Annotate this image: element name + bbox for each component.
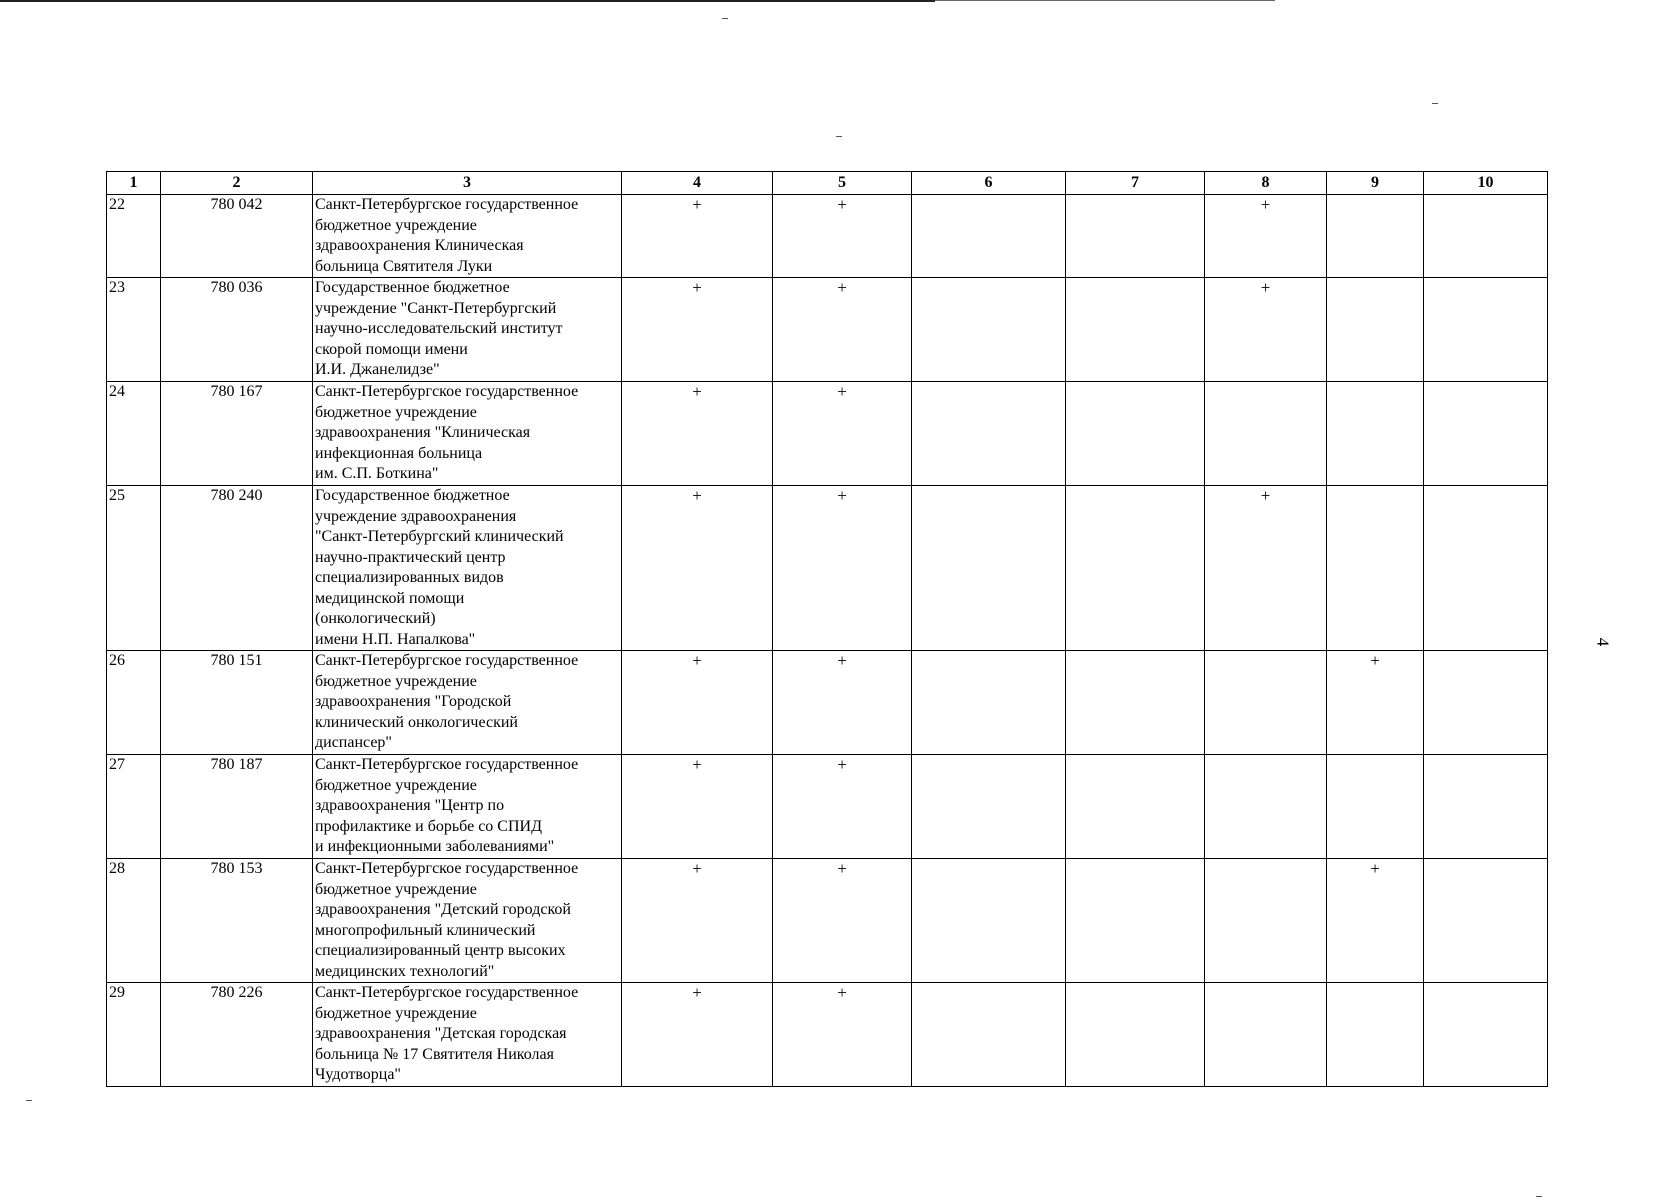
mark-col-4: + — [622, 755, 773, 859]
organization-name: Санкт-Петербургское государственное бюджетное учреждение здравоохранения Клиническая больница Святителя Луки — [313, 195, 622, 278]
mark-col-7 — [1066, 382, 1205, 486]
header-col-3: 3 — [313, 172, 622, 195]
mark-col-10 — [1424, 983, 1548, 1087]
mark-col-9 — [1327, 278, 1424, 382]
page-number: 4 — [1593, 637, 1613, 647]
mark-col-6 — [912, 195, 1066, 278]
registry-code: 780 226 — [161, 983, 313, 1087]
mark-col-5: + — [773, 859, 912, 983]
registry-code: 780 187 — [161, 755, 313, 859]
mark-col-5: + — [773, 983, 912, 1087]
table-header-row — [107, 172, 1548, 195]
registry-code: 780 036 — [161, 278, 313, 382]
mark-col-7 — [1066, 486, 1205, 651]
mark-col-9 — [1327, 382, 1424, 486]
registry-code: 780 151 — [161, 651, 313, 755]
table-row — [107, 755, 1548, 859]
row-number: 29 — [107, 983, 161, 1087]
mark-col-4: + — [622, 486, 773, 651]
mark-col-10 — [1424, 195, 1548, 278]
header-col-4: 4 — [622, 172, 773, 195]
row-number: 27 — [107, 755, 161, 859]
header-col-5: 5 — [773, 172, 912, 195]
mark-col-6 — [912, 651, 1066, 755]
table-row — [107, 983, 1548, 1087]
mark-col-7 — [1066, 983, 1205, 1087]
table-row — [107, 382, 1548, 486]
mark-col-10 — [1424, 382, 1548, 486]
header-col-6: 6 — [912, 172, 1066, 195]
mark-col-8 — [1205, 859, 1327, 983]
mark-col-9 — [1327, 195, 1424, 278]
mark-col-5: + — [773, 755, 912, 859]
table-row — [107, 859, 1548, 983]
mark-col-9: + — [1327, 859, 1424, 983]
header-col-7: 7 — [1066, 172, 1205, 195]
registry-code: 780 042 — [161, 195, 313, 278]
mark-col-5: + — [773, 382, 912, 486]
header-col-8: 8 — [1205, 172, 1327, 195]
row-number: 22 — [107, 195, 161, 278]
mark-col-9 — [1327, 983, 1424, 1087]
mark-col-8: + — [1205, 195, 1327, 278]
mark-col-7 — [1066, 278, 1205, 382]
scan-speck — [26, 1100, 32, 1101]
row-number: 24 — [107, 382, 161, 486]
organization-name: Санкт-Петербургское государственное бюджетное учреждение здравоохранения "Центр по профилактике и борьбе со СПИД и инфекционными заболеваниями" — [313, 755, 622, 859]
mark-col-8 — [1205, 651, 1327, 755]
mark-col-6 — [912, 486, 1066, 651]
scan-speck — [1536, 1196, 1542, 1197]
mark-col-6 — [912, 278, 1066, 382]
mark-col-6 — [912, 755, 1066, 859]
organization-name: Санкт-Петербургское государственное бюджетное учреждение здравоохранения "Городской клинический онкологический диспансер" — [313, 651, 622, 755]
mark-col-7 — [1066, 651, 1205, 755]
mark-col-6 — [912, 859, 1066, 983]
mark-col-10 — [1424, 859, 1548, 983]
header-col-2: 2 — [161, 172, 313, 195]
registry-table — [106, 171, 1548, 1087]
mark-col-7 — [1066, 755, 1205, 859]
mark-col-6 — [912, 983, 1066, 1087]
scan-top-border — [0, 0, 935, 2]
scan-speck — [1432, 103, 1438, 104]
organization-name: Санкт-Петербургское государственное бюджетное учреждение здравоохранения "Детский городской многопрофильный клинический специализированный центр высоких медицинских технологий" — [313, 859, 622, 983]
table-row — [107, 486, 1548, 651]
table-row — [107, 278, 1548, 382]
mark-col-9 — [1327, 486, 1424, 651]
row-number: 26 — [107, 651, 161, 755]
row-number: 23 — [107, 278, 161, 382]
mark-col-8 — [1205, 382, 1327, 486]
mark-col-5: + — [773, 195, 912, 278]
mark-col-5: + — [773, 486, 912, 651]
mark-col-8: + — [1205, 278, 1327, 382]
table-row — [107, 195, 1548, 278]
mark-col-5: + — [773, 278, 912, 382]
mark-col-7 — [1066, 195, 1205, 278]
registry-code: 780 240 — [161, 486, 313, 651]
organization-name: Санкт-Петербургское государственное бюджетное учреждение здравоохранения "Детская городская больница № 17 Святителя Николая Чудотворца" — [313, 983, 622, 1087]
mark-col-4: + — [622, 278, 773, 382]
organization-name: Санкт-Петербургское государственное бюджетное учреждение здравоохранения "Клиническая инфекционная больница им. С.П. Боткина" — [313, 382, 622, 486]
scan-speck — [722, 18, 728, 19]
scan-speck — [836, 136, 842, 137]
mark-col-8 — [1205, 755, 1327, 859]
organization-name: Государственное бюджетное учреждение здравоохранения "Санкт-Петербургский клинический научно-практический центр специализированных видов медицинской помощи (онкологический) имени Н.П. Напалкова" — [313, 486, 622, 651]
mark-col-5: + — [773, 651, 912, 755]
table-row — [107, 651, 1548, 755]
mark-col-4: + — [622, 382, 773, 486]
mark-col-9: + — [1327, 651, 1424, 755]
registry-code: 780 153 — [161, 859, 313, 983]
mark-col-8: + — [1205, 486, 1327, 651]
mark-col-4: + — [622, 651, 773, 755]
header-col-1: 1 — [107, 172, 161, 195]
mark-col-4: + — [622, 195, 773, 278]
mark-col-9 — [1327, 755, 1424, 859]
mark-col-6 — [912, 382, 1066, 486]
mark-col-10 — [1424, 651, 1548, 755]
organization-name: Государственное бюджетное учреждение "Санкт-Петербургский научно-исследовательский институт скорой помощи имени И.И. Джанелидзе" — [313, 278, 622, 382]
mark-col-10 — [1424, 486, 1548, 651]
row-number: 28 — [107, 859, 161, 983]
registry-code: 780 167 — [161, 382, 313, 486]
header-col-9: 9 — [1327, 172, 1424, 195]
scan-top-border-thin — [935, 0, 1275, 1]
mark-col-4: + — [622, 983, 773, 1087]
mark-col-4: + — [622, 859, 773, 983]
mark-col-8 — [1205, 983, 1327, 1087]
header-col-10: 10 — [1424, 172, 1548, 195]
row-number: 25 — [107, 486, 161, 651]
mark-col-10 — [1424, 278, 1548, 382]
mark-col-10 — [1424, 755, 1548, 859]
mark-col-7 — [1066, 859, 1205, 983]
